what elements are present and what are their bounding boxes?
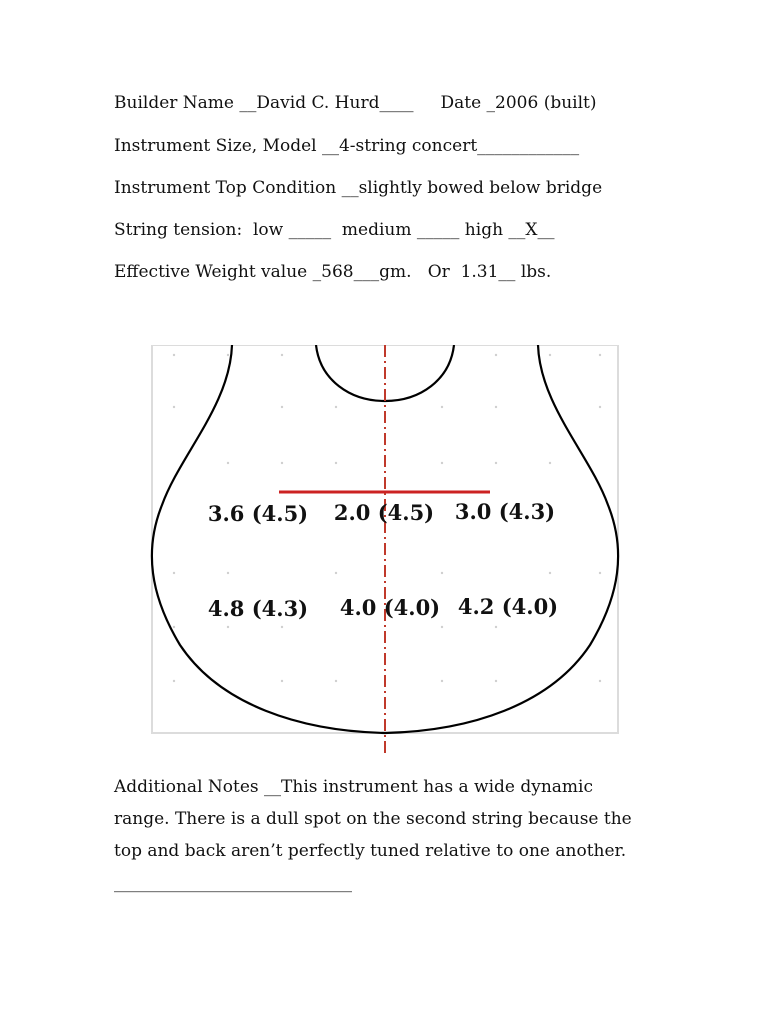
notes-line-4: ____________________________	[114, 873, 352, 893]
notes-line-3: top and back aren’t perfectly tuned relative to one another.	[114, 841, 627, 861]
string-tension-line: String tension: low _____ medium _____ high __X__	[114, 220, 555, 240]
instrument-size-line: Instrument Size, Model __4-string concert____________	[114, 136, 580, 156]
ukulele-top-diagram	[150, 345, 620, 760]
measurement-lower-right: 4.2 (4.0)	[457, 594, 559, 619]
effective-weight-line: Effective Weight value _568___gm. Or 1.31__ lbs.	[114, 262, 552, 282]
notes-line-1: Additional Notes __This instrument has a wide dynamic	[114, 777, 594, 797]
measurement-upper-center: 2.0 (4.5)	[333, 500, 435, 525]
measurement-upper-right: 3.0 (4.3)	[454, 499, 556, 524]
measurement-upper-left: 3.6 (4.5)	[207, 501, 309, 526]
top-condition-line: Instrument Top Condition __slightly bowed below bridge	[114, 178, 603, 198]
builder-date-line: Builder Name __David C. Hurd____ Date _2006 (built)	[114, 93, 597, 113]
notes-line-2: range. There is a dull spot on the second string because the	[114, 809, 632, 829]
measurement-lower-center: 4.0 (4.0)	[339, 595, 441, 620]
measurement-lower-left: 4.8 (4.3)	[207, 596, 309, 621]
